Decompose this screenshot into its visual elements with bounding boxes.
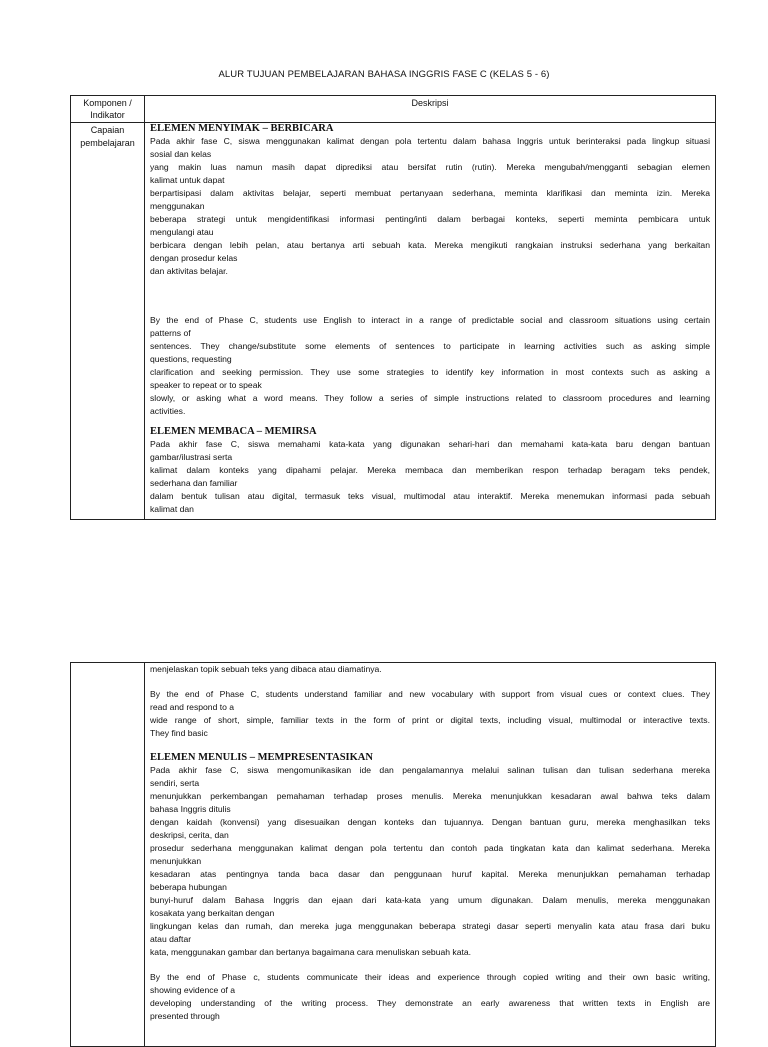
text-line: bahasa Inggris ditulis	[150, 804, 231, 814]
outcomes-table-page-1	[70, 95, 716, 520]
text-line: Pada akhir fase C, siswa menggunakan kalimat dengan pola tertentu dalam bahasa Inggris untuk berinteraksi pada lingkup situasi	[150, 136, 710, 146]
section-heading-listening-speaking: ELEMEN MENYIMAK – BERBICARA	[150, 123, 334, 134]
table-row	[71, 663, 716, 1047]
text-line: kalimat dalam konteks yang dipahami pelajar. Mereka membaca dan memberikan respon terhadap beragam teks pendek,	[150, 465, 710, 475]
writing-presenting-en-text	[150, 971, 710, 1023]
description-cell-continued	[145, 663, 716, 1047]
text-line: bunyi-huruf dalam Bahasa Inggris dan ejaan dari kata-kata yang umum digunakan. Dalam menulis, mereka menggunakan	[150, 895, 710, 905]
text-line: By the end of Phase C, students understand familiar and new vocabulary with support from visual cues or context clues. They	[150, 689, 710, 699]
text-line: beberapa hubungan	[150, 882, 227, 892]
text-line: dengan prosedur kelas	[150, 253, 238, 263]
outcomes-table-page-2	[70, 662, 716, 1047]
text-line: dan aktivitas belajar.	[150, 266, 228, 276]
text-line: menunjukkan	[150, 856, 202, 866]
text-line: clarification and seeking permission. They use some strategies to identify key information in most contexts such as asking a	[150, 367, 710, 377]
text-line: By the end of Phase c, students communicate their ideas and experience through copied writing and their own basic writing,	[150, 972, 710, 982]
listening-speaking-id-text	[150, 135, 710, 278]
text-line: slowly, or asking what a word means. They follow a series of simple instructions related to classroom procedures and learning	[150, 393, 710, 403]
text-line: sosial dan kelas	[150, 149, 212, 159]
reading-viewing-en-text	[150, 688, 710, 740]
text-line: developing understanding of the writing process. They demonstrate an early awareness that written texts in English are	[150, 998, 710, 1008]
text-line: kalimat dan	[150, 504, 194, 514]
text-line: kosakata yang berkaitan dengan	[150, 908, 275, 918]
text-line: Pada akhir fase C, siswa memahami kata-kata yang digunakan sehari-hari dan memahami kata-kata baru dengan bantuan	[150, 439, 710, 449]
text-line: kalimat untuk dapat	[150, 175, 225, 185]
header-component: Komponen / Indikator	[71, 96, 145, 123]
reading-viewing-id-text	[150, 438, 710, 516]
text-line: mengulangi atau	[150, 227, 214, 237]
reading-viewing-id-continued	[150, 663, 710, 676]
text-line: menunjukkan perkembangan pemahaman terhadap proses menulis. Mereka menunjukkan kesadaran awal bahwa teks dalam	[150, 791, 710, 801]
text-line: atau daftar	[150, 934, 192, 944]
text-line: prosedur sederhana menggunakan kalimat dengan pola tertentu dan contoh pada tingkatan kata dan kalimat sederhana. Mereka	[150, 843, 710, 853]
header-description: Deskripsi	[145, 96, 716, 123]
text-line: patterns of	[150, 328, 191, 338]
text-line: sendiri, serta	[150, 778, 200, 788]
document-title: ALUR TUJUAN PEMBELAJARAN BAHASA INGGRIS FASE C (KELAS 5 - 6)	[218, 69, 550, 80]
text-line: kata, menggunakan gambar dan bertanya bagaimana cara menuliskan sebuah kata.	[150, 947, 472, 957]
description-cell	[145, 123, 716, 520]
text-line: dengan kaidah (konvensi) yang disesuaikan dengan konteks dan tujuannya. Dengan bantuan guru, mereka menghasilkan teks	[150, 817, 710, 827]
text-line: wide range of short, simple, familiar texts in the form of print or digital texts, including visual, multimodal or interactive texts.	[150, 715, 710, 725]
text-line: dalam bentuk tulisan atau digital, termasuk teks visual, multimodal atau interaktif. Mereka menemukan informasi pada sebuah	[150, 491, 710, 501]
text-line: menjelaskan topik sebuah teks yang dibaca atau diamatinya.	[150, 664, 382, 674]
text-line: sederhana dan familiar	[150, 478, 238, 488]
table-row	[71, 123, 716, 520]
text-line: questions, requesting	[150, 354, 232, 364]
text-line: speaker to repeat or to speak	[150, 380, 262, 390]
section-heading-reading-viewing: ELEMEN MEMBACA – MEMIRSA	[150, 426, 317, 437]
text-line: By the end of Phase C, students use English to interact in a range of predictable social and classroom situations using certain	[150, 315, 710, 325]
writing-presenting-id-text	[150, 764, 710, 959]
text-line: berpartisipasi dalam aktivitas belajar, seperti membuat pertanyaan sederhana, meminta klarifikasi dan meminta izin. Mereka	[150, 188, 710, 198]
row-label-capaian: Capaian pembelajaran	[71, 123, 145, 520]
text-line: gambar/ilustrasi serta	[150, 452, 233, 462]
text-line: sentences. They change/substitute some elements of sentences to participate in learning activities such as asking simple	[150, 341, 710, 351]
text-line: lingkungan kelas dan rumah, dan mereka juga menggunakan beberapa strategi dasar seperti menyalin kata atau frasa dari buku	[150, 921, 710, 931]
text-line: showing evidence of a	[150, 985, 236, 995]
text-line: yang makin luas namun masih dapat diprediksi atau bersifat rutin (rutin). Mereka mengubah/mengganti sebagian elemen	[150, 162, 710, 172]
text-line: beberapa strategi untuk mengidentifikasi informasi penting/inti dalam berbagai konteks, seperti meminta pembicara untuk	[150, 214, 710, 224]
text-line: read and respond to a	[150, 702, 235, 712]
text-line: presented through	[150, 1011, 220, 1021]
text-line: activities.	[150, 406, 186, 416]
section-heading-writing-presenting: ELEMEN MENULIS – MEMPRESENTASIKAN	[150, 752, 373, 763]
text-line: kesadaran atas pentingnya tanda baca dasar dan penggunaan huruf kapital. Mereka menunjukkan pemahaman terhadap	[150, 869, 710, 879]
listening-speaking-en-text	[150, 314, 710, 418]
text-line: menggunakan	[150, 201, 205, 211]
text-line: Pada akhir fase C, siswa mengomunikasikan ide dan pengalamannya melalui salinan tulisan dan tulisan sederhana mereka	[150, 765, 710, 775]
text-line: berbicara dengan lebih pelan, atau bertanya arti sebuah kata. Mereka mengikuti rangkaian instruksi sederhana yang berkaitan	[150, 240, 710, 250]
table-header-row	[71, 96, 716, 123]
row-label-empty	[71, 663, 145, 1047]
text-line: deskripsi, cerita, dan	[150, 830, 229, 840]
text-line: They find basic	[150, 728, 208, 738]
